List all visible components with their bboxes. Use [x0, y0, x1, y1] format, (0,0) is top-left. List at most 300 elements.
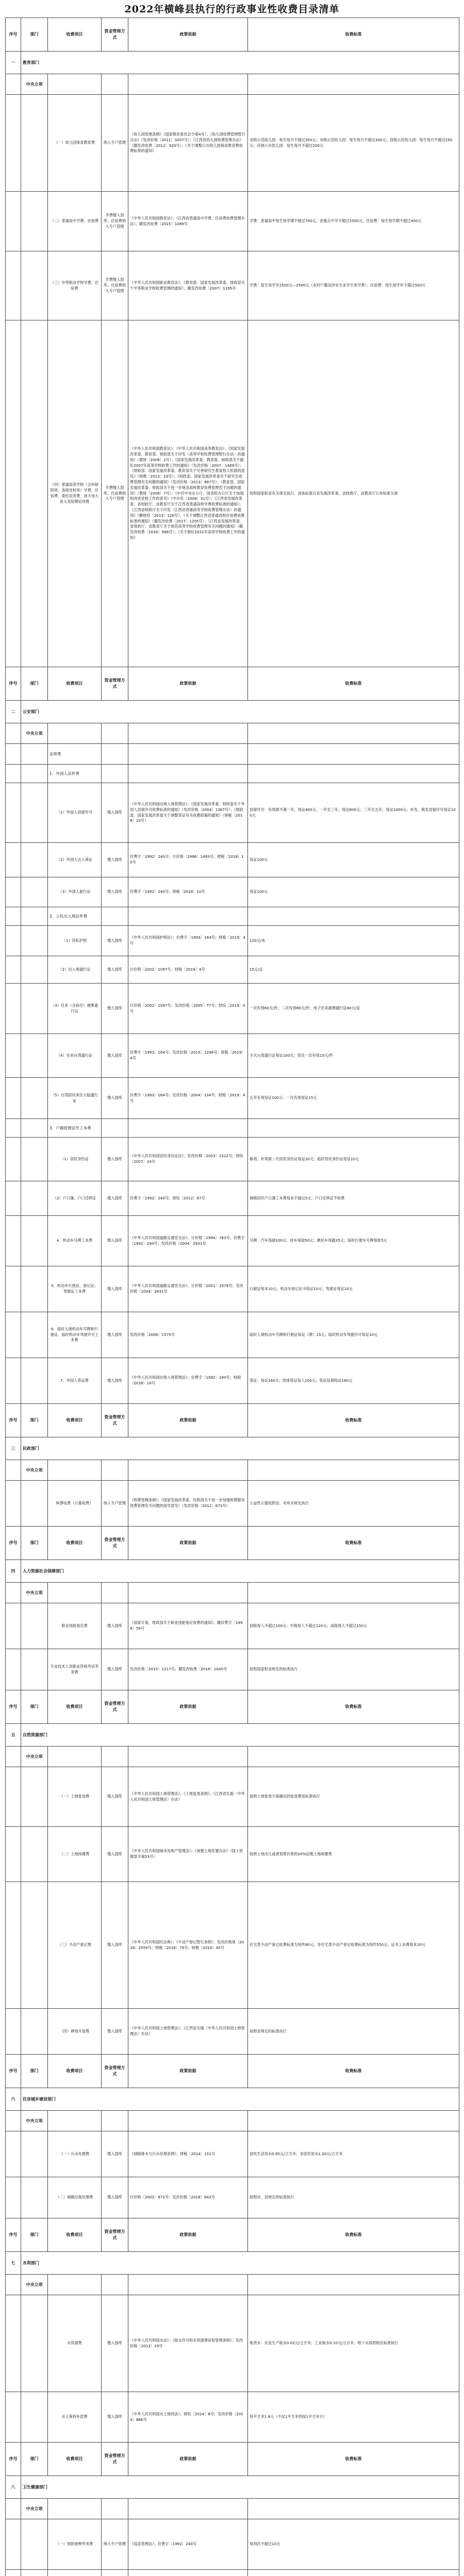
group-no — [6, 2275, 21, 2295]
row-basis: 《中华人民共和国土地管理法》；《江西省实施〈中华人民共和国土地管理法〉办法》 — [128, 2009, 248, 2055]
section-row — [6, 1437, 459, 1460]
row-std — [248, 1119, 459, 1138]
row-way: 缴入国库 — [102, 1767, 128, 1827]
row-basis: 发改价格〔2008〕1575号 — [128, 1312, 248, 1358]
row-no — [6, 956, 21, 984]
row-dept — [21, 1481, 48, 1527]
row-basis: 计价格〔2002〕1097号；发改价格〔2005〕77号；财综〔2019〕4号 — [128, 984, 248, 1034]
row-way — [102, 744, 128, 765]
row-item: （1）外国人居留许可 — [48, 783, 102, 843]
row-basis: 计价格〔2002〕872号；发改价格〔2018〕943号 — [128, 2177, 248, 2218]
row-way: 缴入国库 — [102, 843, 128, 877]
table-header-row — [6, 18, 459, 52]
group-way — [102, 1460, 128, 1481]
row-no — [6, 1078, 21, 1119]
group-item — [48, 74, 102, 95]
group-way — [102, 1583, 128, 1603]
header-no: 序号 — [6, 1527, 21, 1560]
group-dept: 中央立项 — [21, 2275, 48, 2295]
section-number: 七 — [6, 2252, 21, 2275]
header-dept: 部门 — [21, 1527, 48, 1560]
row-item: （四）普通高等学校（含科研院所、各级党校等）学费、住宿费、委托培养费、函大电大夜大及短期培训费 — [48, 320, 102, 667]
group-std — [248, 2499, 459, 2519]
row-no — [6, 1216, 21, 1266]
section-dept: 水利部门 — [21, 2252, 459, 2275]
row-std: 初级每人不超过100元；中级每人不超过120元；高级每人不超过150元 — [248, 1603, 459, 1649]
row-item: （4）往来台湾通行证 — [48, 1034, 102, 1078]
table-row — [6, 783, 459, 843]
header-std: 收费标准 — [248, 1527, 459, 1560]
row-dept — [21, 2131, 48, 2177]
table-row — [6, 877, 459, 907]
table-row — [6, 2392, 459, 2443]
row-no — [6, 2009, 21, 2055]
header-item: 收费项目 — [48, 2443, 102, 2476]
row-std: 一次有效60元/件；二次有效80元/件；电子往来港澳通行证60元/证 — [248, 984, 459, 1034]
row-no — [6, 192, 21, 251]
table-row — [6, 1827, 459, 1882]
row-way: 缴入国库 — [102, 877, 128, 907]
row-dept — [21, 1882, 48, 2009]
section-dept: 教育部门 — [21, 52, 459, 74]
table-row — [6, 843, 459, 877]
group-row — [6, 723, 459, 744]
row-std: 临时入境机动车号牌和行驶证每证（牌）15元；临时机动车驾驶许可每证10元 — [248, 1312, 459, 1358]
section-number: 一 — [6, 52, 21, 74]
header-item: 收费项目 — [48, 1527, 102, 1560]
row-way: 缴入国库 — [102, 1034, 128, 1078]
row-basis: 《中华人民共和国教育法》；《江西省普通高中学费、住宿费收费管理办法》；赣发改收费〔2015〕1089号 — [128, 192, 248, 251]
row-basis — [128, 2570, 248, 2576]
row-std: 卡式台湾通行证每证100元；签注一次有效15元/件 — [248, 1034, 459, 1078]
row-dept — [21, 1119, 48, 1138]
row-dept — [21, 1216, 48, 1266]
section-dept: 住房城乡建设部门 — [21, 2088, 459, 2111]
group-item — [48, 1747, 102, 1767]
row-dept — [21, 783, 48, 843]
header-no: 序号 — [6, 2055, 21, 2088]
row-basis: 发改价格〔2015〕1217号；赣发改收费〔2016〕1045号 — [128, 1649, 248, 1690]
header-dept: 部门 — [21, 2443, 48, 2476]
table-row — [6, 2519, 459, 2570]
row-dept — [21, 877, 48, 907]
group-basis — [128, 2275, 248, 2295]
row-std: 号牌：汽车每副100元；挂车每面50元；摩托车每副35元；临时行驶车号牌每张5元 — [248, 1216, 459, 1266]
section-dept: 人力资源社会保障部门 — [21, 1560, 459, 1583]
row-dept — [21, 1138, 48, 1181]
header-basis: 政策依据 — [128, 1690, 248, 1724]
row-no — [6, 1119, 21, 1138]
header-item: 收费项目 — [48, 2055, 102, 2088]
row-dept — [21, 1034, 48, 1078]
row-dept — [21, 1649, 48, 1690]
row-dept — [21, 1827, 48, 1882]
header-std: 收费标准 — [248, 2218, 459, 2252]
row-basis: 计价格〔2002〕1097号；财税〔2019〕4号 — [128, 956, 248, 984]
section-number: 八 — [6, 2476, 21, 2499]
header-way: 资金管理方式 — [102, 667, 128, 701]
table-row — [6, 251, 459, 320]
row-way: 缴入国库 — [102, 783, 128, 843]
row-std — [248, 765, 459, 783]
row-std: 按照国家和省规定的标准执行 — [248, 1649, 459, 1690]
table-row — [6, 2009, 459, 2055]
row-item: （一）土地复垦费 — [48, 1767, 102, 1827]
group-std — [248, 74, 459, 95]
row-std: 签证：每证160元；团体签证每人100元；签证延期每证160元 — [248, 1358, 459, 1404]
table-row — [6, 1216, 459, 1266]
row-item: （一）污水处理费 — [48, 2131, 102, 2177]
row-item: 1．外国人证件费 — [48, 765, 102, 783]
group-way — [102, 74, 128, 95]
group-std — [248, 1747, 459, 1767]
section-number: 四 — [6, 1560, 21, 1583]
row-std: 五年有效每证100元；一次有效每证15元 — [248, 1078, 459, 1119]
table-row — [6, 984, 459, 1034]
row-no — [6, 1358, 21, 1404]
row-item: 4．机动车号牌工本费 — [48, 1216, 102, 1266]
page-title: 2022年横峰县执行的行政事业性收费目录清单 — [124, 4, 340, 15]
row-way: 纳入专户管理 — [102, 1481, 128, 1527]
row-way: 缴入国库 — [102, 1312, 128, 1358]
row-std: 按照土地出让或者划拨价款的20%征缴土地闲置费 — [248, 1827, 459, 1882]
row-std: 住宅类不动产登记收费标准为每件80元；非住宅类不动产登记收费标准为每件550元；证书工本费每本10元 — [248, 1882, 459, 2009]
row-item: （1）居民身份证 — [48, 1138, 102, 1181]
row-way: 缴入国库 — [102, 1827, 128, 1882]
row-basis: 价费字〔1992〕240号；财综〔2012〕97号 — [128, 1181, 248, 1216]
row-dept — [21, 1767, 48, 1827]
header-way: 资金管理方式 — [102, 1690, 128, 1724]
header-std: 收费标准 — [248, 2055, 459, 2088]
row-basis — [128, 765, 248, 783]
section-row — [6, 2252, 459, 2275]
header-no: 序号 — [6, 18, 21, 52]
table-header-row — [6, 2055, 459, 2088]
section-row — [6, 2476, 459, 2499]
section-number: 三 — [6, 1437, 21, 1460]
row-basis: 《中华人民共和国道路交通安全法》；计价格〔2001〕1979号；发改价格〔2004〕2831号 — [128, 1266, 248, 1312]
row-way: 纳入专户管理 — [102, 95, 128, 192]
row-std: 每证100元 — [248, 843, 459, 877]
group-item — [48, 1583, 102, 1603]
header-std: 收费标准 — [248, 18, 459, 52]
row-no — [6, 2131, 21, 2177]
table-row — [6, 2570, 459, 2576]
row-basis: 《国家计委、财政部关于职业技能鉴定收费的通知》；赣价费字〔1998〕56号 — [128, 1603, 248, 1649]
row-dept — [21, 1358, 48, 1404]
row-no — [6, 765, 21, 783]
row-way: 缴入国库 — [102, 1216, 128, 1266]
group-row — [6, 2275, 459, 2295]
table-row — [6, 765, 459, 783]
row-way: 学费缴入国库，住宿费纳入专户管理 — [102, 192, 128, 251]
row-item: （一）预防接种劳务费 — [48, 2519, 102, 2570]
group-no — [6, 74, 21, 95]
fee-table — [5, 18, 459, 2576]
row-way: 学费缴入国库，住宿费纳入专户管理 — [102, 251, 128, 320]
row-item: （3）外国人旅行证 — [48, 877, 102, 907]
table-row — [6, 320, 459, 667]
row-basis — [128, 907, 248, 926]
row-no — [6, 2519, 21, 2570]
row-no — [6, 783, 21, 843]
row-dept — [21, 2009, 48, 2055]
header-std: 收费标准 — [248, 1690, 459, 1724]
table-row — [6, 95, 459, 192]
group-basis — [128, 1460, 248, 1481]
row-dept — [21, 843, 48, 877]
group-dept: 中央立项 — [21, 723, 48, 744]
table-header-row — [6, 2443, 459, 2476]
header-item: 收费项目 — [48, 1404, 102, 1437]
group-no — [6, 1583, 21, 1603]
row-std: 省级示范幼儿园：每生每月不超过350元；市级示范幼儿园：每生每月不超过300元；县级示范幼儿园：每生每月不超过250元；其他公办幼儿园：每生每月不超过200元 — [248, 95, 459, 192]
row-basis — [128, 1119, 248, 1138]
group-row — [6, 1460, 459, 1481]
group-dept: 中央立项 — [21, 1460, 48, 1481]
row-item: （四）耕地开垦费 — [48, 2009, 102, 2055]
row-basis: 《疫苗管理法》；价费字〔1992〕240号 — [128, 2519, 248, 2570]
row-way: 缴入国库 — [102, 1882, 128, 2009]
group-row — [6, 2111, 459, 2131]
table-header-row — [6, 2218, 459, 2252]
row-basis: 《中华人民共和国护照法》；价费字〔1993〕164号；财税〔2019〕4号 — [128, 926, 248, 956]
section-row — [6, 701, 459, 723]
row-no — [6, 2392, 21, 2443]
row-item: 职业技能鉴定费 — [48, 1603, 102, 1649]
row-dept — [21, 1078, 48, 1119]
row-no — [6, 907, 21, 926]
row-std — [248, 2570, 459, 2576]
header-way: 资金管理方式 — [102, 1404, 128, 1437]
table-row — [6, 1138, 459, 1181]
row-std: 学费：每生每学年1500元—2500元（农村户籍及涉农专业学生免学费）；住宿费：每生每学年不超过500元 — [248, 251, 459, 320]
row-no — [6, 744, 21, 765]
row-way — [102, 2570, 128, 2576]
table-row — [6, 2131, 459, 2177]
row-basis: 《中华人民共和国教育法》；《中华人民共和国高等教育法》；《国家发展改革委、教育部、财政部关于印发〈高等学校收费管理暂行办法〉的通知》（教财〔2006〕2号）；《国家发展改革委、教育部、财政部关于做好2007年高等学校收费工作的通知》（发改价格〔2007〕1469号）；《财政部、国家发展改革委、教育部关于完善研究生教育投入机制的意见》（财教〔2013〕19号）；《财政部、国家发展改革委关于研究生收费管理有关问题的通知》（发改价格〔2013〕887号）；《教育部、国家发展改革委、财政部关于进一步规范高校教育收费管理若干问题的通知》（教财〔2006〕7号）；《中共中央办公厅、国务院办公厅关于加强和改进党校工作的意见》（中办发〔2008〕31号）；《江西省发展改革委、省财政厅、省教育厅关于江西省普通高校学费收费标准的通知》；《江西省财政厅关于印发〈江西省普通高等学校收费管理办法〉的通知》（赣财综〔2013〕120号）；《关于调整江西省普通高校住宿费收费标准的通知》（赣发改收费〔2017〕1205号）；《江西省发展改革委、省财政厅、省教育厅关于规范高等学校收费管理有关问题的通知》（赣发改收费〔2018〕588号）；《关于做好2021年高等学校收费工作的通知》 — [128, 320, 248, 667]
section-number: 二 — [6, 701, 21, 723]
row-basis: 价费字〔1993〕164号；发改价格〔2015〕1296号；财税〔2019〕4号 — [128, 1034, 248, 1078]
row-dept — [21, 2177, 48, 2218]
section-row — [6, 1560, 459, 1583]
header-no: 序号 — [6, 2443, 21, 2476]
table-row — [6, 1481, 459, 1527]
row-dept — [21, 744, 48, 765]
section-dept: 民政部门 — [21, 1437, 459, 1460]
row-std: 地表水：农业生产取水0.02元/立方米；工业取水0.10元/立方米；地下水按照相应标准执行 — [248, 2295, 459, 2392]
header-std: 收费标准 — [248, 1404, 459, 1437]
table-header-row — [6, 667, 459, 701]
row-no — [6, 95, 21, 192]
section-dept: 公安部门 — [21, 701, 459, 723]
row-basis: 《中华人民共和国水法》；《取水许可和水资源费征收管理条例》；发改价格〔2013〕29号 — [128, 2295, 248, 2392]
header-dept: 部门 — [21, 1690, 48, 1724]
row-way: 缴入国库 — [102, 2131, 128, 2177]
row-std — [248, 744, 459, 765]
row-item: 6．临时入境机动车号牌和行驶证、临时机动车驾驶许可工本费 — [48, 1312, 102, 1358]
row-std: 行驶证每本10元；机动车登记证书每证10元；驾驶证每证10元 — [248, 1266, 459, 1312]
row-dept — [21, 2570, 48, 2576]
table-row — [6, 2177, 459, 2218]
group-no — [6, 1460, 21, 1481]
row-dept — [21, 907, 48, 926]
row-no — [6, 1266, 21, 1312]
row-way: 缴入国库 — [102, 2295, 128, 2392]
row-basis: 《中华人民共和国居民身份证法》；发改价格〔2003〕2322号；财综〔2007〕34号 — [128, 1138, 248, 1181]
row-way: 缴入国库 — [102, 2009, 128, 2055]
row-way: 缴入国库 — [102, 1358, 128, 1404]
row-no — [6, 251, 21, 320]
row-basis: 《中华人民共和国职业教育法》；《教育部、国家发展改革委、财政部关于中等职业学校收费管理的通知》；赣发改收费〔2007〕1195号 — [128, 251, 248, 320]
row-item: 殡葬收费（公墓收费） — [48, 1481, 102, 1527]
header-basis: 政策依据 — [128, 2443, 248, 2476]
row-item: （3）往来（含前往）港澳通行证 — [48, 984, 102, 1034]
group-item — [48, 1460, 102, 1481]
row-item: （2）外国人出入境证 — [48, 843, 102, 877]
header-item: 收费项目 — [48, 2218, 102, 2252]
row-basis: 《中华人民共和国出境入境管理法》；《国家发展改革委、财政部关于外国人居留许可收费标准的通知》（发改价格〔2004〕1267号）；《财政部、国家发展改革委关于调整签证有关收费政策的通知》（财税〔2018〕10号） — [128, 783, 248, 843]
section-row — [6, 1724, 459, 1747]
row-no — [6, 926, 21, 956]
group-std — [248, 1583, 459, 1603]
row-way — [102, 1119, 128, 1138]
row-no — [6, 2570, 21, 2576]
header-item: 收费项目 — [48, 1690, 102, 1724]
header-basis: 政策依据 — [128, 2055, 248, 2088]
row-basis: 价费字〔1992〕240号；计价格〔1996〕1493号；财税〔2018〕10号 — [128, 843, 248, 877]
row-dept — [21, 956, 48, 984]
row-std: 按照国家和省有关规定执行，具体标准以省发展改革委、省财政厅、省教育厅公布标准为准 — [248, 320, 459, 667]
table-row — [6, 1882, 459, 2009]
header-no: 序号 — [6, 667, 21, 701]
group-item — [48, 723, 102, 744]
table-row — [6, 1603, 459, 1649]
group-no — [6, 2111, 21, 2131]
row-no — [6, 320, 21, 667]
row-std: 每剂次不超过10元 — [248, 2519, 459, 2570]
row-no — [6, 1034, 21, 1078]
row-item: 2．公民出入境证件费 — [48, 907, 102, 926]
header-std: 收费标准 — [248, 2443, 459, 2476]
group-basis — [128, 1583, 248, 1603]
row-basis — [128, 744, 248, 765]
group-dept: 中央立项 — [21, 1583, 48, 1603]
row-dept — [21, 984, 48, 1034]
group-way — [102, 2111, 128, 2131]
row-way: 纳入专户管理 — [102, 2519, 128, 2570]
table-row — [6, 926, 459, 956]
header-no: 序号 — [6, 1690, 21, 1724]
group-basis — [128, 74, 248, 95]
row-item: 证照费 — [48, 744, 102, 765]
row-item — [48, 2570, 102, 2576]
row-basis: 《殡葬管理条例》；《国家发展改革委、民政部关于进一步加强殡葬服务收费管理有关问题的指导意见》（发改价格〔2012〕673号） — [128, 1481, 248, 1527]
row-way: 缴入国库 — [102, 956, 128, 984]
row-basis: 价费字〔1992〕240号；财税〔2018〕10号 — [128, 877, 248, 907]
row-basis: 《幼儿园管理条例》（国家教育委员会令第4号）；《幼儿园收费管理暂行办法》（发改价格〔2011〕3207号）；《江西省幼儿园收费管理办法》（赣发改收费〔2012〕920号）；《关于调整公办幼儿园保育教育费收费标准的通知》 — [128, 95, 248, 192]
row-way — [102, 765, 128, 783]
header-way: 资金管理方式 — [102, 2443, 128, 2476]
row-no — [6, 1181, 21, 1216]
header-way: 资金管理方式 — [102, 2055, 128, 2088]
row-item: 水资源费 — [48, 2295, 102, 2392]
row-dept — [21, 95, 48, 192]
row-basis: 《中华人民共和国民法典》；《不动产登记暂行条例》；发改价格规〔2016〕2559号；财税〔2016〕79号；财税〔2019〕45号 — [128, 1882, 248, 2009]
table-header-row — [6, 1690, 459, 1724]
row-way: 缴入国库 — [102, 926, 128, 956]
row-std: 120元/本 — [248, 926, 459, 956]
row-way: 缴入国库 — [102, 1181, 128, 1216]
row-dept — [21, 926, 48, 956]
row-item: （三）不动产登记费 — [48, 1882, 102, 2009]
group-item — [48, 2275, 102, 2295]
row-std: 每证100元 — [248, 877, 459, 907]
section-number: 六 — [6, 2088, 21, 2111]
row-basis: 《中华人民共和国城市房地产管理法》；《闲置土地处置办法》（国土资源部令第53号） — [128, 1827, 248, 1882]
group-row — [6, 1583, 459, 1603]
group-basis — [128, 723, 248, 744]
row-basis: 《中华人民共和国道路交通安全法》；计价格〔1994〕783号；价费字〔1992〕240号；发改价格〔2004〕2831号 — [128, 1216, 248, 1266]
header-basis: 政策依据 — [128, 2218, 248, 2252]
row-item: 3．户籍管理证件工本费 — [48, 1119, 102, 1138]
header-dept: 部门 — [21, 1404, 48, 1437]
row-std: 每平方米1.4元（不足1平方米的按1平方米计） — [248, 2392, 459, 2443]
row-basis: 《中华人民共和国土地管理法》；《土地复垦条例》；《江西省实施〈中华人民共和国土地管理法〉办法》 — [128, 1767, 248, 1827]
group-item — [48, 2111, 102, 2131]
group-item — [48, 2499, 102, 2519]
group-std — [248, 2111, 459, 2131]
header-way: 资金管理方式 — [102, 2218, 128, 2252]
group-dept: 中央立项 — [21, 1747, 48, 1767]
row-item: （三）中等职业学校学费、住宿费 — [48, 251, 102, 320]
table-row — [6, 1266, 459, 1312]
row-std: 15元/证 — [248, 956, 459, 984]
row-no — [6, 1649, 21, 1690]
group-no — [6, 723, 21, 744]
group-basis — [128, 2111, 248, 2131]
section-row — [6, 52, 459, 74]
row-item: （二）土地闲置费 — [48, 1827, 102, 1882]
section-dept: 自然资源部门 — [21, 1724, 459, 1747]
group-row — [6, 74, 459, 95]
row-no — [6, 1603, 21, 1649]
header-basis: 政策依据 — [128, 1404, 248, 1437]
group-dept: 中央立项 — [21, 2499, 48, 2519]
group-no — [6, 1747, 21, 1767]
row-way: 缴入国库 — [102, 984, 128, 1034]
row-way: 缴入国库 — [102, 1078, 128, 1119]
row-no — [6, 1481, 21, 1527]
row-std: 按照省规定的标准执行 — [248, 2009, 459, 2055]
row-item: （2）出入境通行证 — [48, 956, 102, 984]
row-way: 缴入国库 — [102, 1649, 128, 1690]
row-dept — [21, 2295, 48, 2392]
row-item: （一）幼儿园保育教育费 — [48, 95, 102, 192]
row-item: 7．外国人签证费 — [48, 1358, 102, 1404]
row-item: 水土保持补偿费 — [48, 2392, 102, 2443]
group-way — [102, 723, 128, 744]
group-way — [102, 2275, 128, 2295]
header-item: 收费项目 — [48, 667, 102, 701]
group-no — [6, 2499, 21, 2519]
row-way: 缴入国库 — [102, 2392, 128, 2443]
table-row — [6, 2295, 459, 2392]
header-basis: 政策依据 — [128, 667, 248, 701]
header-no: 序号 — [6, 1404, 21, 1437]
row-no — [6, 843, 21, 877]
group-dept: 中央立项 — [21, 2111, 48, 2131]
